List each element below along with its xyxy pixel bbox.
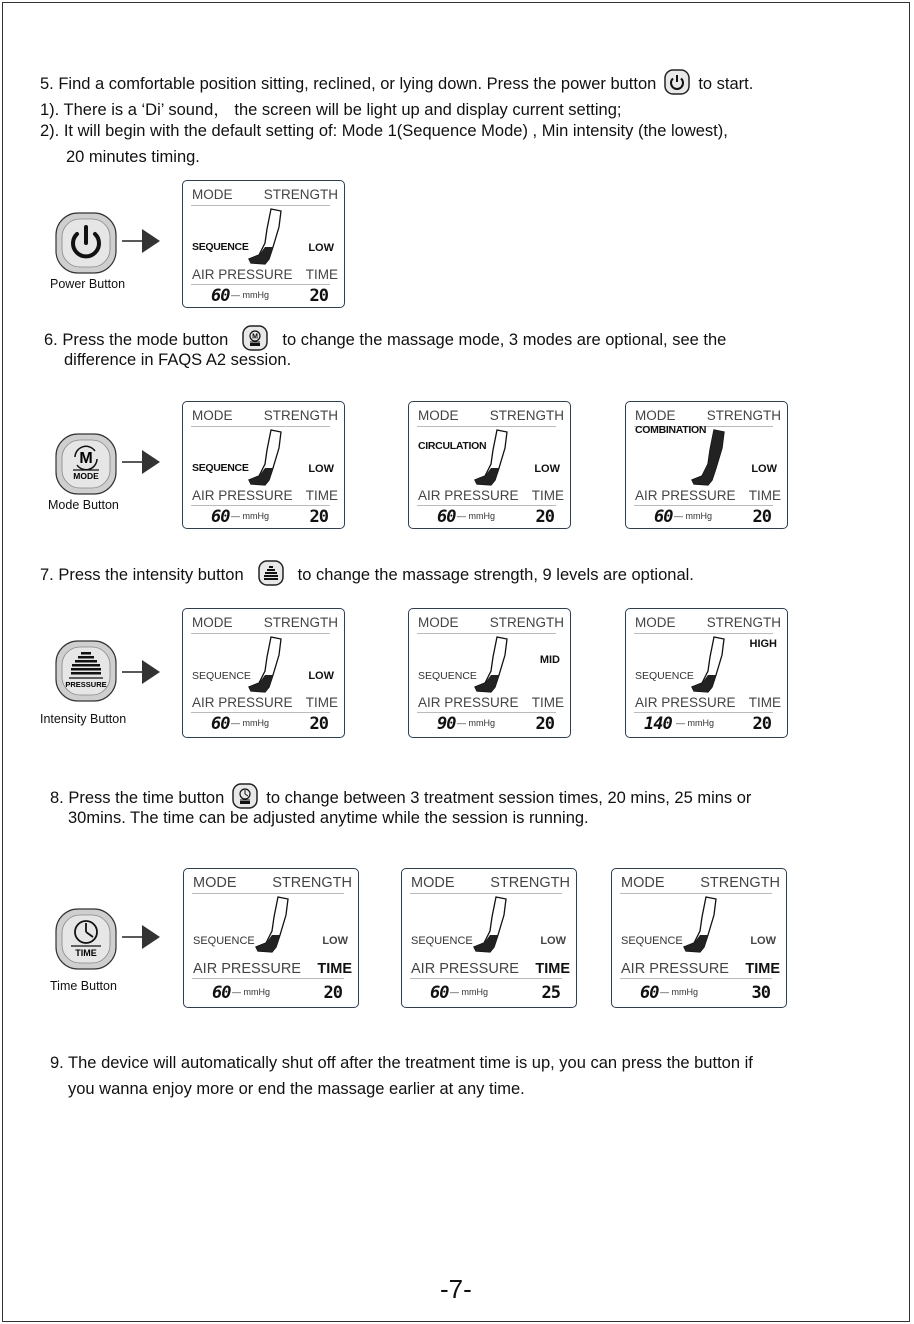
step5-line3: 2). It will begin with the default setting of: Mode 1(Sequence Mode) , Min intensity (the lowest), bbox=[40, 122, 728, 140]
time-button-label: Time Button bbox=[50, 979, 117, 993]
lcd-time-value: 20 bbox=[752, 507, 771, 527]
leg-icon bbox=[688, 428, 730, 488]
lcd-strength-label: STRENGTH bbox=[700, 875, 780, 891]
lcd-strength-value: LOW bbox=[751, 463, 777, 475]
step7-line1 bbox=[40, 560, 694, 591]
lcd-strength-value: LOW bbox=[322, 935, 348, 947]
lcd-strength-label: STRENGTH bbox=[272, 875, 352, 891]
lcd-air-pressure-label: AIR PRESSURE bbox=[411, 961, 519, 977]
step5-text-post: to start. bbox=[698, 74, 754, 93]
lcd-mode-label: MODE bbox=[635, 615, 676, 630]
leg-icon bbox=[245, 207, 287, 267]
lcd-divider bbox=[191, 284, 330, 285]
lcd-strength-label: STRENGTH bbox=[263, 408, 338, 423]
lcd-strength-value: LOW bbox=[308, 670, 334, 682]
lcd-divider bbox=[620, 978, 772, 979]
lcd-strength-label: STRENGTH bbox=[489, 408, 564, 423]
lcd-time-value: 20 bbox=[752, 714, 771, 734]
lcd-divider bbox=[417, 712, 556, 713]
step5-line2: 1). There is a ‘Di’ sound， the screen will be light up and display current setting; bbox=[40, 101, 622, 119]
leg-icon bbox=[688, 635, 730, 695]
svg-text:M: M bbox=[252, 333, 259, 341]
lcd-air-pressure-label: AIR PRESSURE bbox=[192, 695, 293, 710]
lcd-divider bbox=[417, 505, 556, 506]
lcd-strength-value: HIGH bbox=[749, 638, 777, 650]
lcd-mode-value: SEQUENCE bbox=[411, 935, 473, 947]
lcd-mode-value: SEQUENCE bbox=[193, 935, 255, 947]
step5-text-pre: 5. Find a comfortable position sitting, reclined, or lying down. Press the power button bbox=[40, 74, 657, 93]
lcd-leg bbox=[688, 635, 730, 700]
step8-line2: 30mins. The time can be adjusted anytime while the session is running. bbox=[68, 809, 589, 827]
lcd-air-pressure-label: AIR PRESSURE bbox=[418, 488, 519, 503]
mode-button[interactable] bbox=[55, 433, 117, 500]
mode-icon-text: MODE bbox=[73, 471, 99, 481]
arrow-right-icon bbox=[122, 447, 162, 482]
lcd-screen-high bbox=[625, 608, 788, 738]
lcd-divider bbox=[634, 505, 773, 506]
lcd-strength-value: MID bbox=[539, 654, 560, 666]
lcd-air-pressure-label: AIR PRESSURE bbox=[192, 488, 293, 503]
lcd-screen-circulation bbox=[408, 401, 571, 529]
lcd-unit: — mmHg bbox=[676, 718, 714, 728]
lcd-divider bbox=[417, 426, 556, 427]
lcd-divider bbox=[191, 205, 330, 206]
lcd-divider bbox=[634, 712, 773, 713]
lcd-divider bbox=[191, 426, 330, 427]
lcd-leg bbox=[245, 428, 287, 493]
lcd-pressure-value: 60 bbox=[212, 983, 231, 1003]
intensity-button[interactable] bbox=[55, 640, 117, 707]
lcd-divider bbox=[192, 978, 344, 979]
lcd-pressure-value: 60 bbox=[211, 714, 230, 734]
lcd-time-label: TIME bbox=[305, 695, 338, 710]
mode-button-label: Mode Button bbox=[48, 498, 119, 512]
lcd-pressure-value: 60 bbox=[211, 507, 230, 527]
lcd-mode-value: SEQUENCE bbox=[192, 462, 249, 474]
lcd-divider bbox=[191, 633, 330, 634]
lcd-divider bbox=[191, 712, 330, 713]
lcd-time-value: 20 bbox=[309, 286, 328, 306]
lcd-mode-value: COMBINATION bbox=[635, 424, 707, 436]
lcd-time-label: TIME bbox=[748, 695, 781, 710]
lcd-unit: — mmHg bbox=[457, 718, 495, 728]
lcd-unit: — mmHg bbox=[674, 511, 712, 521]
lcd-divider bbox=[634, 633, 773, 634]
power-icon bbox=[664, 69, 690, 100]
power-button-label: Power Button bbox=[50, 277, 126, 291]
lcd-mode-label: MODE bbox=[635, 408, 676, 423]
lcd-strength-label: STRENGTH bbox=[706, 615, 781, 630]
lcd-leg bbox=[680, 895, 722, 960]
lcd-screen-20min bbox=[183, 868, 359, 1008]
step6-text-pre: 6. Press the mode button bbox=[44, 330, 229, 349]
lcd-pressure-value: 60 bbox=[654, 507, 673, 527]
lcd-leg bbox=[471, 428, 513, 493]
lcd-screen-low bbox=[182, 608, 345, 738]
lcd-screen-25min bbox=[401, 868, 577, 1008]
lcd-pressure-value: 60 bbox=[640, 983, 659, 1003]
lcd-time-label: TIME bbox=[748, 488, 781, 503]
lcd-strength-label: STRENGTH bbox=[263, 187, 338, 202]
lcd-time-value: 20 bbox=[535, 507, 554, 527]
lcd-screen-combination bbox=[625, 401, 788, 529]
pressure-icon bbox=[258, 560, 284, 591]
lcd-mode-label: MODE bbox=[192, 187, 233, 202]
lcd-strength-value: LOW bbox=[750, 935, 776, 947]
lcd-leg bbox=[252, 895, 294, 960]
lcd-pressure-value: 60 bbox=[211, 286, 230, 306]
lcd-air-pressure-label: AIR PRESSURE bbox=[621, 961, 729, 977]
lcd-air-pressure-label: AIR PRESSURE bbox=[192, 267, 293, 282]
lcd-divider bbox=[417, 633, 556, 634]
step9-line2: you wanna enjoy more or end the massage earlier at any time. bbox=[68, 1080, 525, 1098]
lcd-mode-label: MODE bbox=[418, 408, 459, 423]
leg-icon bbox=[470, 895, 512, 955]
pressure-icon bbox=[55, 640, 117, 702]
lcd-leg bbox=[471, 635, 513, 700]
lcd-unit: — mmHg bbox=[232, 987, 270, 997]
step8-text-pre: 8. Press the time button bbox=[50, 788, 225, 807]
lcd-leg bbox=[245, 635, 287, 700]
lcd-divider bbox=[192, 893, 344, 894]
lcd-strength-label: STRENGTH bbox=[489, 615, 564, 630]
step5-line4: 20 minutes timing. bbox=[66, 148, 200, 166]
lcd-time-value: 25 bbox=[541, 983, 560, 1003]
time-icon-text: TIME bbox=[75, 948, 97, 958]
lcd-unit: — mmHg bbox=[231, 511, 269, 521]
lcd-air-pressure-label: AIR PRESSURE bbox=[635, 488, 736, 503]
leg-icon bbox=[471, 428, 513, 488]
lcd-pressure-value: 90 bbox=[437, 714, 456, 734]
lcd-air-pressure-label: AIR PRESSURE bbox=[193, 961, 301, 977]
lcd-divider bbox=[191, 505, 330, 506]
lcd-time-label: TIME bbox=[305, 488, 338, 503]
lcd-mode-value: SEQUENCE bbox=[635, 670, 694, 682]
lcd-time-value: 30 bbox=[751, 983, 770, 1003]
lcd-pressure-value: 60 bbox=[430, 983, 449, 1003]
lcd-unit: — mmHg bbox=[231, 290, 269, 300]
lcd-strength-value: LOW bbox=[308, 463, 334, 475]
lcd-mode-label: MODE bbox=[621, 875, 665, 891]
pressure-icon-text: PRESSURE bbox=[65, 680, 107, 689]
leg-icon bbox=[245, 635, 287, 695]
lcd-divider bbox=[410, 978, 562, 979]
arrow-right-icon bbox=[122, 922, 162, 957]
lcd-air-pressure-label: AIR PRESSURE bbox=[635, 695, 736, 710]
arrow-right-icon bbox=[122, 657, 162, 692]
lcd-unit: — mmHg bbox=[231, 718, 269, 728]
lcd-mode-value: SEQUENCE bbox=[192, 670, 251, 682]
lcd-leg bbox=[688, 428, 730, 493]
lcd-time-label: TIME bbox=[317, 961, 352, 977]
lcd-unit: — mmHg bbox=[660, 987, 698, 997]
lcd-time-label: TIME bbox=[535, 961, 570, 977]
lcd-mode-label: MODE bbox=[411, 875, 455, 891]
lcd-divider bbox=[410, 893, 562, 894]
lcd-time-label: TIME bbox=[745, 961, 780, 977]
lcd-mode-value: SEQUENCE bbox=[192, 241, 249, 253]
step7-text-post: to change the massage strength, 9 levels are optional. bbox=[297, 565, 694, 584]
step6-text-post: to change the massage mode, 3 modes are optional, see the bbox=[282, 330, 727, 349]
lcd-air-pressure-label: AIR PRESSURE bbox=[418, 695, 519, 710]
lcd-mode-label: MODE bbox=[193, 875, 237, 891]
step6-line2: difference in FAQS A2 session. bbox=[64, 351, 292, 369]
lcd-strength-label: STRENGTH bbox=[706, 408, 781, 423]
lcd-screen-30min bbox=[611, 868, 787, 1008]
lcd-divider bbox=[620, 893, 772, 894]
arrow-right-icon bbox=[122, 226, 162, 261]
lcd-time-value: 20 bbox=[309, 507, 328, 527]
leg-icon bbox=[252, 895, 294, 955]
power-button[interactable] bbox=[55, 212, 117, 279]
lcd-strength-value: LOW bbox=[540, 935, 566, 947]
page-number: -7- bbox=[440, 1274, 472, 1304]
lcd-strength-value: LOW bbox=[534, 463, 560, 475]
leg-icon bbox=[680, 895, 722, 955]
lcd-mode-label: MODE bbox=[192, 408, 233, 423]
mode-icon-letter: M bbox=[79, 450, 93, 467]
lcd-mode-value: SEQUENCE bbox=[418, 670, 477, 682]
mode-icon bbox=[55, 433, 117, 495]
lcd-time-value: 20 bbox=[323, 983, 342, 1003]
time-button[interactable] bbox=[55, 908, 117, 975]
lcd-unit: — mmHg bbox=[450, 987, 488, 997]
intensity-button-label: Intensity Button bbox=[40, 712, 127, 726]
lcd-mode-value: CIRCULATION bbox=[418, 440, 487, 452]
lcd-time-value: 20 bbox=[535, 714, 554, 734]
time-icon bbox=[55, 908, 117, 970]
lcd-strength-label: STRENGTH bbox=[263, 615, 338, 630]
step9-line1: 9. The device will automatically shut off after the treatment time is up, you can press the button if bbox=[50, 1054, 753, 1072]
lcd-mode-value: SEQUENCE bbox=[621, 935, 683, 947]
leg-icon bbox=[245, 428, 287, 488]
lcd-mode-label: MODE bbox=[192, 615, 233, 630]
lcd-screen-power bbox=[182, 180, 345, 308]
lcd-time-label: TIME bbox=[305, 267, 338, 282]
lcd-time-label: TIME bbox=[531, 695, 564, 710]
lcd-time-label: TIME bbox=[531, 488, 564, 503]
lcd-leg bbox=[470, 895, 512, 960]
step7-text-pre: 7. Press the intensity button bbox=[40, 565, 244, 584]
lcd-mode-label: MODE bbox=[418, 615, 459, 630]
lcd-unit: — mmHg bbox=[457, 511, 495, 521]
lcd-screen-sequence bbox=[182, 401, 345, 529]
lcd-screen-mid bbox=[408, 608, 571, 738]
lcd-strength-value: LOW bbox=[308, 242, 334, 254]
leg-icon bbox=[471, 635, 513, 695]
step8-text-post: to change between 3 treatment session times, 20 mins, 25 mins or bbox=[266, 788, 752, 807]
lcd-pressure-value: 60 bbox=[437, 507, 456, 527]
lcd-time-value: 20 bbox=[309, 714, 328, 734]
lcd-leg bbox=[245, 207, 287, 272]
lcd-pressure-value: 140 bbox=[644, 714, 672, 734]
power-icon bbox=[55, 212, 117, 274]
lcd-strength-label: STRENGTH bbox=[490, 875, 570, 891]
